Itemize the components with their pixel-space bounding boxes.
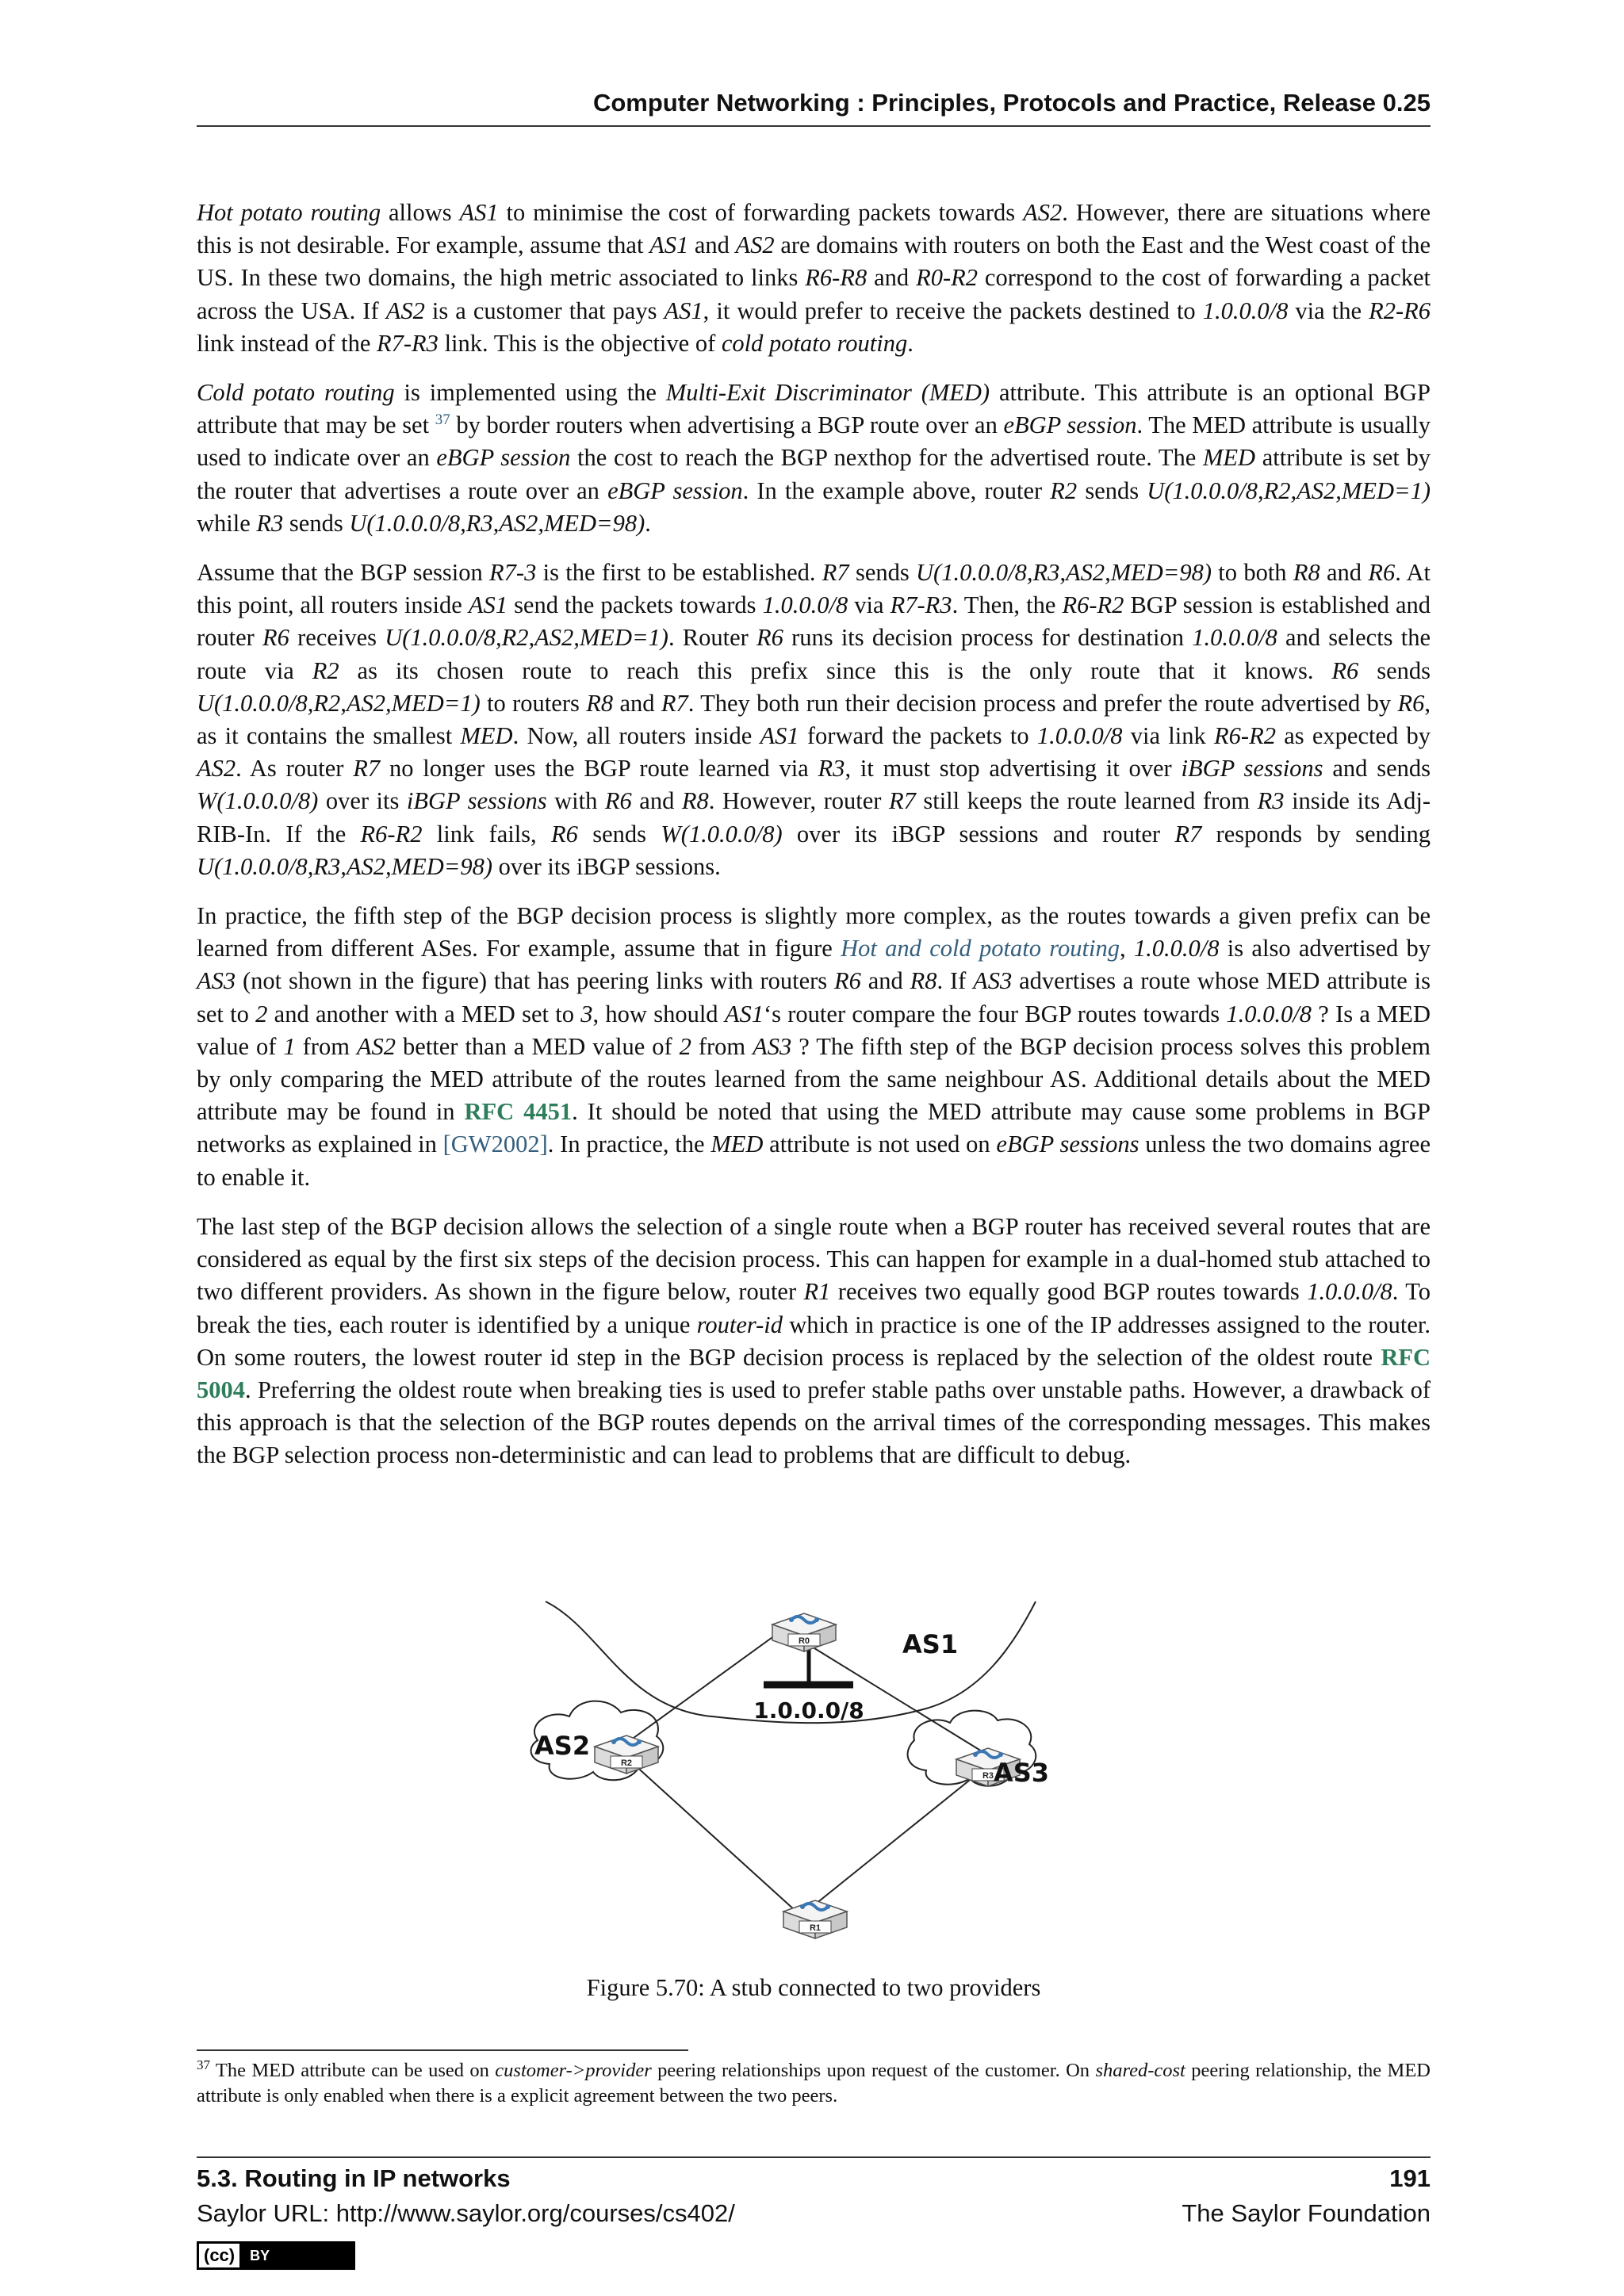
prefix-label: 1.0.0.0/8 bbox=[753, 1697, 864, 1724]
page-number: 191 bbox=[1389, 2164, 1431, 2192]
footer-section-title: 5.3. Routing in IP networks bbox=[197, 2164, 511, 2192]
footer-section-bar bbox=[197, 2156, 1431, 2193]
paragraph-5: The last step of the BGP decision allows the selection of a single route when a BGP router has received several routes that are considered as equal by the first six steps of the decision process. This can happen for example in a dual-homed stub attached to two different providers. As shown in the figure below, router R1 receives two equally good BGP routes towards 1.0.0.0/8. To break the ties, each router is identified by a unique router-id which in practice is one of the IP addresses assigned to the router. On some routers, the lowest router id step in the BGP decision process is replaced by the selection of the oldest route RFC 5004. Preferring the oldest route when breaking ties is used to prefer stable paths over unstable paths. However, a drawback of this approach is that the selection of the BGP routes depends on the arrival times of the corresponding messages. This makes the BGP selection process non-deterministic and can lead to problems that are difficult to debug. bbox=[197, 1212, 1431, 1469]
paragraph-4: In practice, the fifth step of the BGP decision process is slightly more complex, as the routes towards a given prefix can be learned from different ASes. For example, assume that in figure Hot and cold potato routing, 1.0.0.0/8 is also advertised by AS3 (not shown in the figure) that has peering links with routers R6 and R8. If AS3 advertises a route whose MED attribute is set to 2 and another with a MED set to 3, how should AS1‘s router compare the four BGP routes towards 1.0.0.0/8 ? Is a MED value of 1 from AS2 better than a MED value of 2 from AS3 ? The fifth step of the BGP decision process solves this problem by only comparing the MED attribute of the routes learned from the same neighbour AS. Additional details about the MED attribute may be found in RFC 4451. It should be noted that using the MED attribute may cause some problems in BGP networks as explained in [GW2002]. In practice, the MED attribute is not used on eBGP sessions unless the two domains agree to enable it. bbox=[197, 902, 1431, 1191]
as2-label: AS2 bbox=[534, 1731, 591, 1761]
footer-foundation: The Saylor Foundation bbox=[1182, 2199, 1431, 2227]
link-gw2002[interactable]: [GW2002] bbox=[442, 1131, 548, 1158]
cc-by-license-badge bbox=[197, 2241, 355, 2270]
link-rfc-5004[interactable]: RFC 5004 bbox=[197, 1343, 1431, 1403]
footnote-rule bbox=[197, 2049, 688, 2051]
link-r2-r1 bbox=[625, 1756, 795, 1911]
router-label-r1: R1 bbox=[809, 1923, 822, 1933]
footnote-ref-37[interactable]: 37 bbox=[435, 411, 450, 429]
paragraph-3: Assume that the BGP session R7-3 is the first to be established. R7 sends U(1.0.0.0/8,R3,AS2,MED=98) to both R8 and R6. At this point, all routers inside AS1 send the packets towards 1.0.0.0/8 via R7-R3. Then, the R6-R2 BGP session is established and router R6 receives U(1.0.0.0/8,R2,AS2,MED=1). Router R6 runs its decision process for destination 1.0.0.0/8 and selects the route via R2 as its chosen route to reach this prefix since this is the only route that it knows. R6 sends U(1.0.0.0/8,R2,AS2,MED=1) to routers R8 and R7. They both run their decision process and prefer the route advertised by R6, as it contains the smallest MED. Now, all routers inside AS1 forward the packets to 1.0.0.0/8 via link R6-R2 as expected by AS2. As router R7 no longer uses the BGP route learned via R3, it must stop advertising it over iBGP sessions and sends W(1.0.0.0/8) over its iBGP sessions with R6 and R8. However, router R7 still keeps the route learned from R3 inside its Adj-RIB-In. If the R6-R2 link fails, R6 sends W(1.0.0.0/8) over its iBGP sessions and router R7 responds by sending U(1.0.0.0/8,R3,AS2,MED=98) over its iBGP sessions. bbox=[197, 559, 1431, 880]
link-r3-r1 bbox=[807, 1764, 990, 1911]
footnote-37: $^{37}$ The MED attribute can be used on customer->provider peering relationships upon request of the customer. On shared-cost peering relationship, the MED attribute is only enabled when there is a explicit agreement between the two peers. bbox=[197, 2057, 1431, 2107]
paragraph-2: Cold potato routing is implemented using the Multi-Exit Discriminator (MED) attribute. This attribute is an optional BGP attribute that may be set $^{37}$ by border routers when advertising a BGP route over an eBGP session. The MED attribute is usually used to indicate over an eBGP session the cost to reach the BGP nexthop for the advertised route. The MED attribute is set by the router that advertises a route over an eBGP session. In the example above, router R2 sends U(1.0.0.0/8,R2,AS2,MED=1) while R3 sends U(1.0.0.0/8,R3,AS2,MED=98). bbox=[197, 379, 1431, 537]
as1-label: AS1 bbox=[902, 1629, 959, 1659]
running-header: Computer Networking : Principles, Protocols and Practice, Release 0.25 bbox=[197, 89, 1431, 127]
main-text bbox=[197, 197, 1431, 1489]
footer-url: Saylor URL: http://www.saylor.org/courses/cs402/ bbox=[197, 2199, 735, 2227]
router-label-r3: R3 bbox=[982, 1771, 994, 1781]
stub-topology-diagram bbox=[514, 1598, 1053, 1962]
link-rfc-4451[interactable]: RFC 4451 bbox=[464, 1098, 573, 1126]
cc-icon: (cc) bbox=[199, 2244, 242, 2267]
link-r0-r2 bbox=[625, 1629, 783, 1744]
as3-label: AS3 bbox=[993, 1758, 1049, 1788]
router-label-r0: R0 bbox=[798, 1636, 810, 1646]
paragraph-1: Hot potato routing allows AS1 to minimise the cost of forwarding packets towards AS2. However, there are situations where this is not desirable. For example, assume that AS1 and AS2 are domains with routers on both the East and the West coast of the US. In these two domains, the high metric associated to links R6-R8 and R0-R2 correspond to the cost of forwarding a packet across the USA. If AS2 is a customer that pays AS1, it would prefer to receive the packets destined to 1.0.0.0/8 via the R2-R6 link instead of the R7-R3 link. This is the objective of cold potato routing. bbox=[197, 199, 1431, 357]
footer-attribution bbox=[197, 2199, 1431, 2228]
link-hot-and-cold-potato-routing[interactable]: Hot and cold potato routing bbox=[841, 935, 1120, 962]
by-icon: BY bbox=[242, 2244, 353, 2267]
figure-caption: Figure 5.70: A stub connected to two providers bbox=[586, 1974, 1041, 2001]
router-label-r2: R2 bbox=[620, 1758, 633, 1768]
